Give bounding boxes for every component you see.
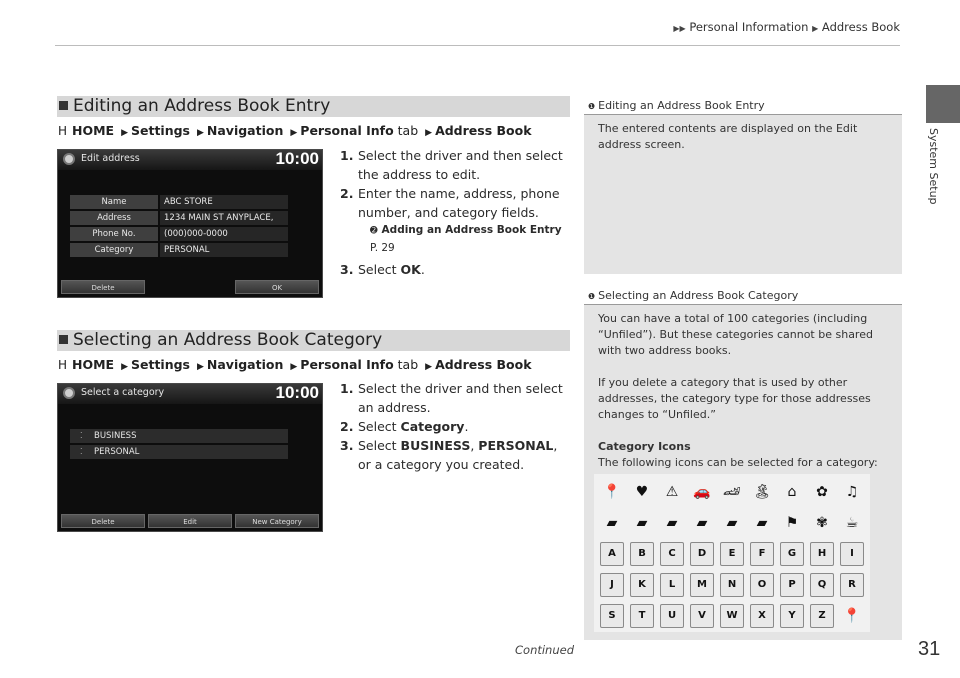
step-item: [340, 146, 570, 184]
step-text: Select the driver and then select the address to edit.: [358, 148, 563, 182]
xref-title: Adding an Address Book Entry: [381, 224, 562, 236]
letter-a-icon: A: [600, 542, 624, 566]
note-title: Editing an Address Book Entry: [598, 99, 765, 112]
plant-icon: ✿: [816, 484, 828, 500]
square-bullet-icon: [59, 101, 68, 110]
pin-icon: 📍: [603, 484, 621, 500]
field-row: [70, 195, 288, 209]
step-text: Select the driver and then select an address.: [358, 381, 563, 415]
category-icon-grid: [594, 474, 870, 632]
category-icon: ⁚: [80, 447, 83, 456]
section-title: Selecting an Address Book Category: [73, 330, 383, 350]
breadcrumb: [673, 20, 900, 34]
letter-e-icon: E: [720, 542, 744, 566]
letter-n-icon: N: [720, 573, 744, 597]
step-text: .: [420, 262, 425, 277]
path-home: HOME: [72, 123, 115, 138]
header-divider: [55, 45, 900, 46]
arrow-icon: ▶: [290, 362, 298, 372]
step-item: [340, 260, 570, 279]
section-heading-editing: [57, 96, 570, 117]
music-note-icon: ♫: [845, 484, 859, 500]
path-settings: Settings: [130, 123, 190, 138]
letter-g-icon: G: [780, 542, 804, 566]
category-name: PERSONAL: [94, 447, 140, 457]
car-icon: 🚗: [693, 484, 711, 500]
screen-clock: 10:00: [275, 149, 319, 168]
folder-plant-icon: ✾: [816, 515, 828, 531]
continued-label: Continued: [515, 643, 575, 657]
field-row: [70, 243, 288, 257]
letter-x-icon: X: [750, 604, 774, 628]
path-settings: Settings: [130, 357, 190, 372]
folder-people-icon: ▰: [636, 515, 648, 531]
steps-editing: [340, 146, 570, 279]
ui-term: PERSONAL: [478, 438, 554, 453]
folder-group-icon: ▰: [606, 515, 618, 531]
heart-icon: ♥: [635, 484, 649, 500]
hint-icon: H: [58, 358, 68, 372]
note-text: The entered contents are displayed on the Edit address screen.: [598, 122, 858, 151]
note-body: [598, 311, 890, 471]
path-personal-info: Personal Info: [300, 357, 394, 372]
folder-book2-icon: ▰: [756, 515, 768, 531]
warning-icon: ⚠: [665, 484, 679, 500]
field-row: [70, 211, 288, 225]
category-name: BUSINESS: [94, 431, 137, 441]
steps-category: [340, 379, 570, 474]
folder-flag-icon: ⚑: [785, 515, 799, 531]
letter-f-icon: F: [750, 542, 774, 566]
arrow-icon: ▶: [425, 128, 433, 138]
section-title: Editing an Address Book Entry: [73, 96, 331, 116]
letter-c-icon: C: [660, 542, 684, 566]
arrow-icon: ▶: [290, 128, 298, 138]
field-label: Name: [70, 195, 158, 209]
island-icon: 🏝: [753, 484, 771, 500]
path-tab-word: tab: [397, 123, 419, 138]
field-row: [70, 227, 288, 241]
note-icon: ❶: [588, 102, 596, 111]
arrow-icon: ▶: [196, 362, 204, 372]
field-label: Address: [70, 211, 158, 225]
step-number: 2.: [340, 419, 354, 434]
gear-icon: [63, 387, 75, 399]
ui-term: Category: [400, 419, 465, 434]
folder-book-icon: ▰: [726, 515, 738, 531]
hint-icon: H: [58, 124, 68, 138]
letter-m-icon: M: [690, 573, 714, 597]
path-address-book: Address Book: [435, 123, 532, 138]
step-text: .: [464, 419, 469, 434]
category-icon: ⁚: [80, 431, 83, 440]
category-row: [70, 445, 288, 459]
section-heading-category: [57, 330, 570, 351]
letter-d-icon: D: [690, 542, 714, 566]
xref-page: P. 29: [370, 242, 395, 254]
ok-button: OK: [235, 280, 319, 294]
letter-p-icon: P: [780, 573, 804, 597]
note-body: [598, 121, 890, 153]
letter-r-icon: R: [840, 573, 864, 597]
cross-reference-icon: ➋: [370, 226, 378, 236]
step-item: [340, 379, 570, 417]
field-value: PERSONAL: [160, 243, 288, 257]
step-text: Select: [358, 438, 401, 453]
note-title: Selecting an Address Book Category: [598, 289, 799, 302]
letter-k-icon: K: [630, 573, 654, 597]
new-category-button: New Category: [235, 514, 319, 528]
letter-i-icon: I: [840, 542, 864, 566]
folder-building-icon: ▰: [696, 515, 708, 531]
note-heading: [584, 97, 902, 115]
note-subheading: Category Icons: [598, 440, 691, 453]
path-personal-info: Personal Info: [300, 123, 394, 138]
step-text: Enter the name, address, phone number, and category fields.: [358, 186, 560, 220]
path-tab-word: tab: [397, 357, 419, 372]
step-text: ,: [470, 438, 479, 453]
screen-title: Edit address: [81, 153, 140, 164]
field-value: ABC STORE: [160, 195, 288, 209]
field-label: Category: [70, 243, 158, 257]
note-icon: ❶: [588, 292, 596, 301]
house-icon: ⌂: [787, 484, 797, 500]
menu-path-category: [58, 357, 532, 372]
step-text: , or a category you created.: [358, 438, 558, 472]
chapter-label: System Setup: [927, 128, 940, 205]
arrow-icon: ▶: [812, 24, 819, 33]
category-row: [70, 429, 288, 443]
double-arrow-icon: ▶▶: [673, 24, 686, 33]
note-box-editing: [584, 99, 902, 274]
breadcrumb-personal-information: Personal Information: [689, 20, 809, 34]
select-category-screenshot: [57, 383, 323, 532]
edit-button: Edit: [148, 514, 232, 528]
step-number: 3.: [340, 262, 354, 277]
breadcrumb-address-book: Address Book: [821, 20, 900, 34]
step-item: [340, 417, 570, 436]
letter-b-icon: B: [630, 542, 654, 566]
arrow-icon: ▶: [121, 362, 128, 372]
sports-car-icon: 🏎: [723, 484, 741, 500]
arrow-icon: ▶: [196, 128, 204, 138]
letter-v-icon: V: [690, 604, 714, 628]
menu-path-editing: [58, 123, 532, 138]
note-heading: [584, 287, 902, 305]
letter-w-icon: W: [720, 604, 744, 628]
step-item: [340, 436, 570, 474]
path-navigation: Navigation: [206, 123, 284, 138]
delete-button: Delete: [61, 514, 145, 528]
folder-house-icon: ▰: [666, 515, 678, 531]
cross-reference: [340, 222, 570, 257]
step-number: 1.: [340, 148, 354, 163]
square-bullet-icon: [59, 335, 68, 344]
path-navigation: Navigation: [206, 357, 284, 372]
gear-icon: [63, 153, 75, 165]
step-text: Select: [358, 419, 401, 434]
letter-z-icon: Z: [810, 604, 834, 628]
ui-term: OK: [400, 262, 421, 277]
field-value: 1234 MAIN ST ANYPLACE,: [160, 211, 288, 225]
page-number: 31: [918, 638, 941, 660]
step-number: 2.: [340, 186, 354, 201]
folder-cup-icon: ☕: [845, 515, 859, 531]
arrow-icon: ▶: [425, 362, 433, 372]
field-label: Phone No.: [70, 227, 158, 241]
field-value: (000)000-0000: [160, 227, 288, 241]
note-text: You can have a total of 100 categories (including “Unfiled”). But these categories cannot be shared with two address books.: [598, 312, 873, 357]
pin-icon: 📍: [843, 608, 861, 624]
letter-t-icon: T: [630, 604, 654, 628]
note-text: The following icons can be selected for a category:: [598, 456, 878, 469]
screen-title: Select a category: [81, 387, 165, 398]
path-home: HOME: [72, 357, 115, 372]
letter-j-icon: J: [600, 573, 624, 597]
letter-o-icon: O: [750, 573, 774, 597]
letter-u-icon: U: [660, 604, 684, 628]
step-number: 3.: [340, 438, 354, 453]
delete-button: Delete: [61, 280, 145, 294]
chapter-tab: [926, 85, 960, 123]
step-text: Select: [358, 262, 401, 277]
letter-y-icon: Y: [780, 604, 804, 628]
letter-l-icon: L: [660, 573, 684, 597]
note-text: If you delete a category that is used by other addresses, the category type for those addresses changes to “Unfiled.”: [598, 376, 871, 421]
path-address-book: Address Book: [435, 357, 532, 372]
letter-s-icon: S: [600, 604, 624, 628]
edit-address-screenshot: [57, 149, 323, 298]
letter-q-icon: Q: [810, 573, 834, 597]
ui-term: BUSINESS: [400, 438, 471, 453]
letter-h-icon: H: [810, 542, 834, 566]
screen-clock: 10:00: [275, 383, 319, 402]
step-number: 1.: [340, 381, 354, 396]
step-item: [340, 184, 570, 222]
arrow-icon: ▶: [121, 128, 128, 138]
